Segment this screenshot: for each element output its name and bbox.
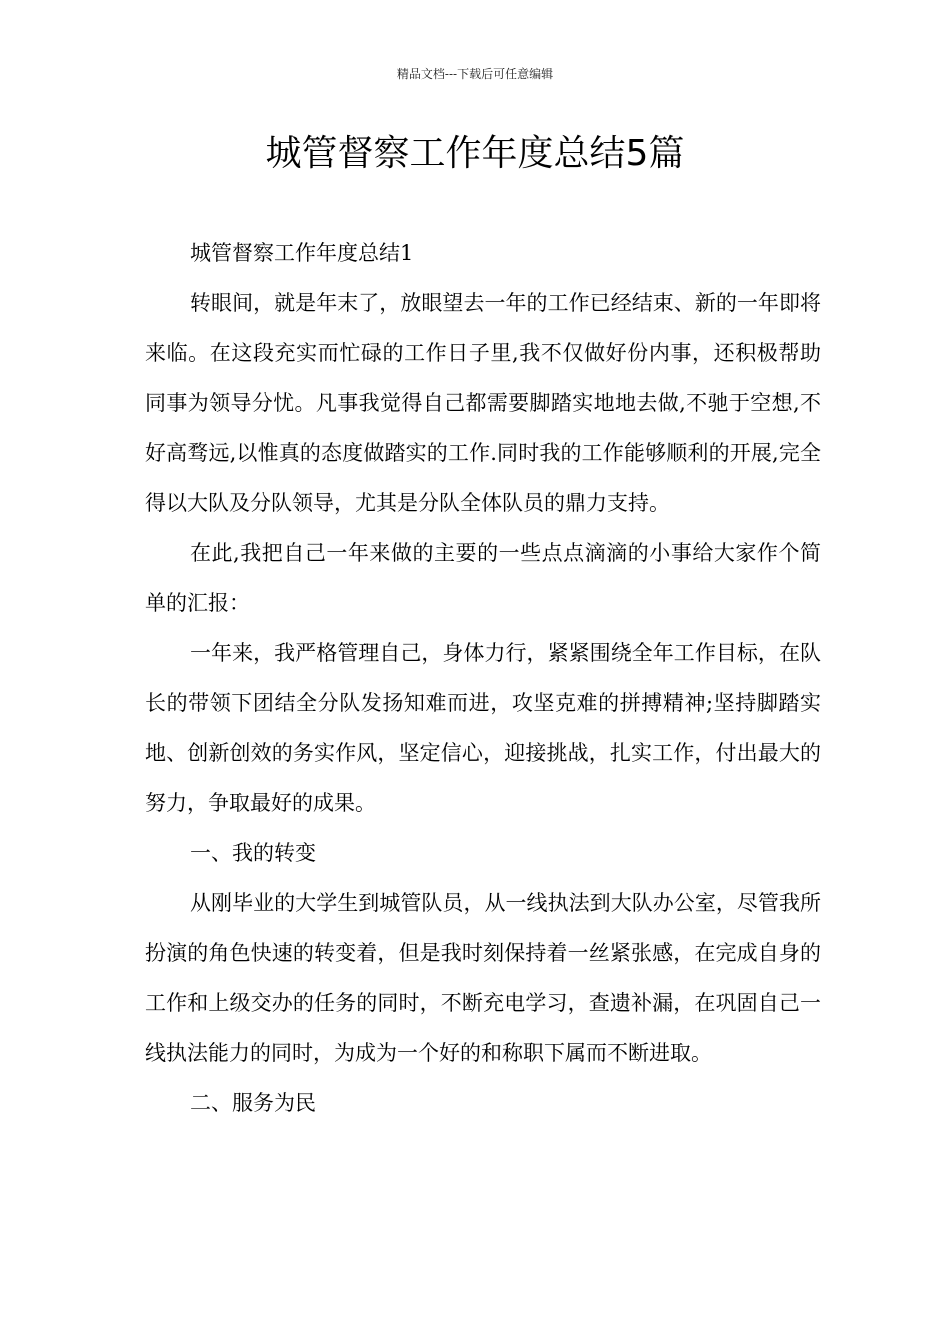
paragraph-year-review: 一年来，我严格管理自己，身体力行，紧紧围绕全年工作目标，在队长的带领下团结全分队发扬知难而进，攻坚克难的拼搏精神;坚持脚踏实地、创新创效的务实作风，坚定信心，迎接挑战，扎实工作，付出最大的努力，争取最好的成果。 <box>145 641 821 815</box>
header-note: 精品文档---下载后可任意编辑 <box>396 67 554 81</box>
section-heading-serve-people: 二、服务为民 <box>190 1091 316 1115</box>
section-heading-my-change: 一、我的转变 <box>190 841 316 865</box>
paragraph-report-lead: 在此,我把自己一年来做的主要的一些点点滴滴的小事给大家作个简单的汇报： <box>145 541 821 615</box>
paragraph-my-change: 从刚毕业的大学生到城管队员，从一线执法到大队办公室，尽管我所扮演的角色快速的转变着，但是我时刻保持着一丝紧张感，在完成自身的工作和上级交办的任务的同时，不断充电学习，查遗补漏，在巩固自己一线执法能力的同时，为成为一个好的和称职下属而不断进取。 <box>145 891 821 1065</box>
section-heading-summary-1: 城管督察工作年度总结1 <box>190 241 414 265</box>
document-title: 城管督察工作年度总结5篇 <box>265 133 685 174</box>
paragraph-intro: 转眼间，就是年末了，放眼望去一年的工作已经结束、新的一年即将来临。在这段充实而忙碌的工作日子里,我不仅做好份内事，还积极帮助同事为领导分忧。凡事我觉得自己都需要脚踏实地地去做,不驰于空想,不好高骛远,以惟真的态度做踏实的工作.同时我的工作能够顺利的开展,完全得以大队及分队领导，尤其是分队全体队员的鼎力支持。 <box>145 291 821 515</box>
document-body <box>145 228 821 1128</box>
